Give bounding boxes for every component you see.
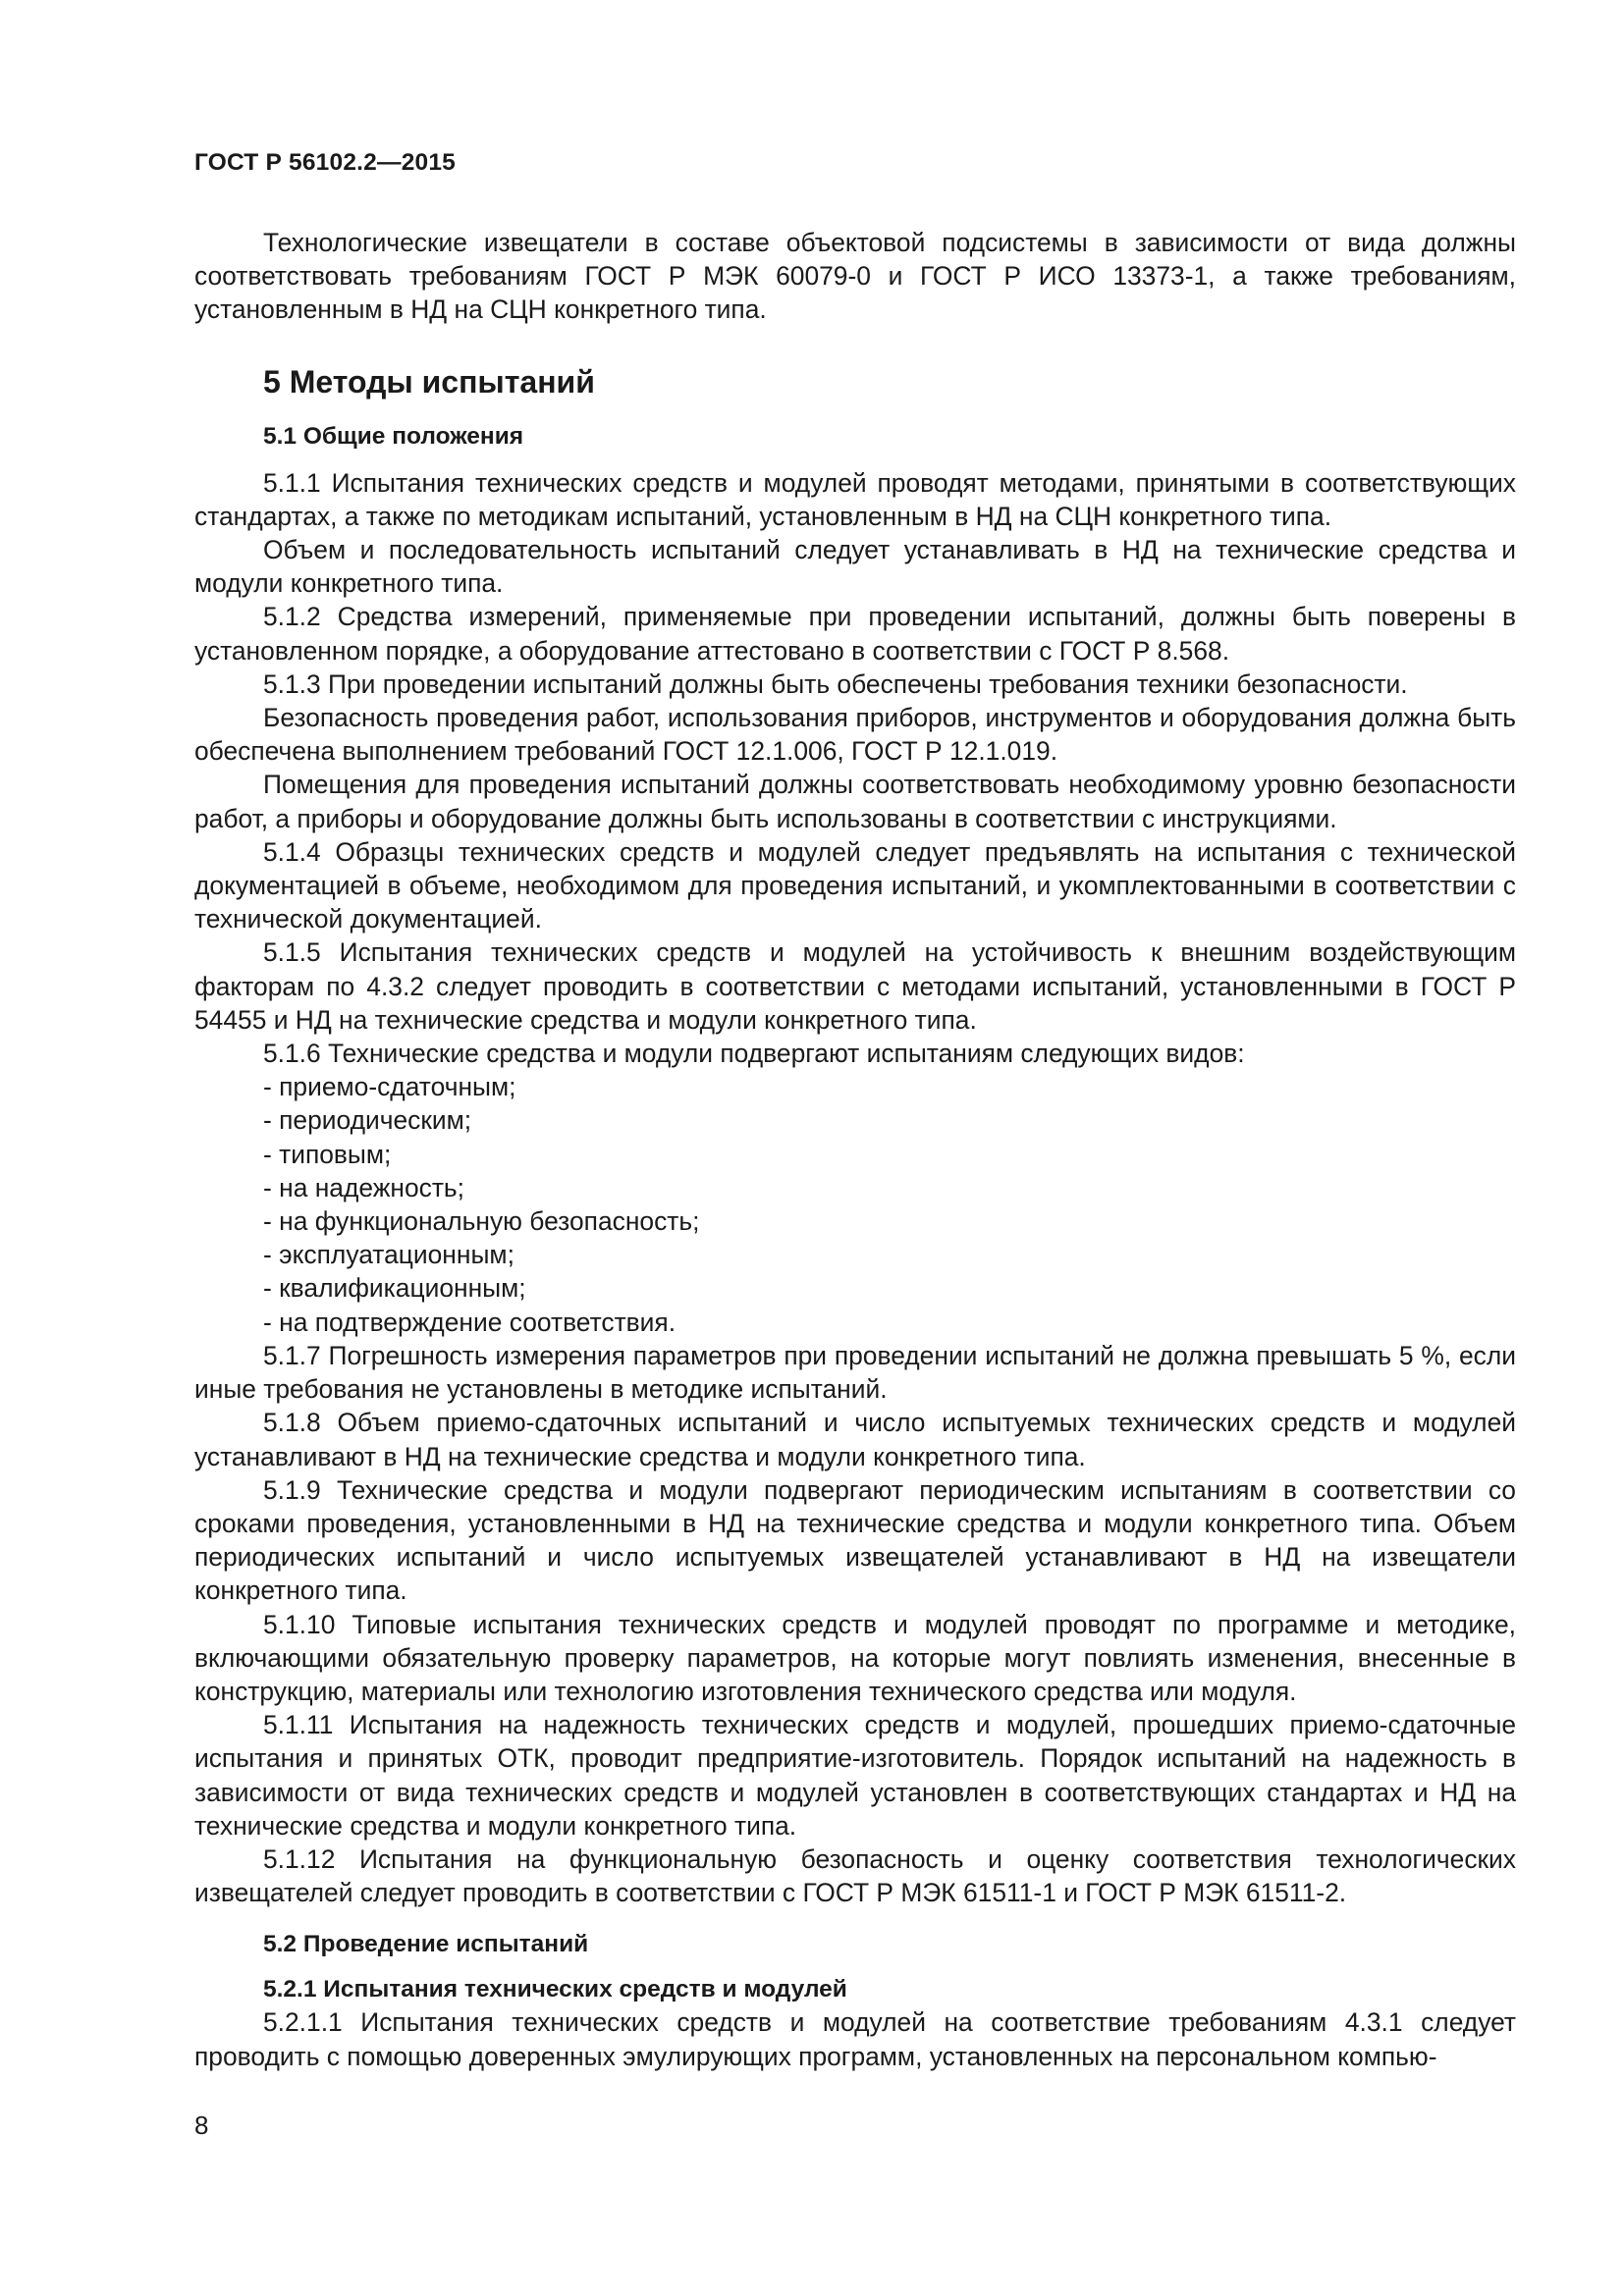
list-item: - на функциональную безопасность;	[263, 1206, 700, 1237]
test-types-list	[194, 1070, 1516, 1339]
list-item: - эксплуатационным;	[263, 1240, 514, 1270]
intro-paragraph: Технологические извещатели в составе объектовой подсистемы в зависимости от вида должны соответствовать требованиям ГОСТ Р МЭК 60079-0 и ГОСТ Р ИСО 13373-1, а также требованиям, установленным в НД на СЦН конкретного типа.	[194, 228, 1516, 325]
page-number: 8	[194, 2110, 209, 2140]
paragraph-5-1-12: 5.1.12 Испытания на функциональную безопасность и оценку соответствия технологических извещателей следует проводить в соответствии с ГОСТ Р МЭК 61511-1 и ГОСТ Р МЭК 61511-2.	[194, 1843, 1516, 1908]
paragraph-5-1-4: 5.1.4 Образцы технических средств и модулей следует предъявлять на испытания с технической документацией в объеме, необходимом для проведения испытаний, и укомплектованными в соответствии с технической документацией.	[194, 836, 1516, 934]
paragraph: Объем и последовательность испытаний следует устанавливать в НД на технические средства и модули конкретного типа.	[194, 535, 1516, 599]
list-item: - типовым;	[263, 1139, 392, 1169]
paragraph-5-1-9: 5.1.9 Технические средства и модули подвергают периодическим испытаниям в соответствии со сроками проведения, установленными в НД на технические средства и модули конкретного типа. Объем периодических испытаний и число испытуемых извещателей устанавливают в НД на извещатели конкретного типа.	[194, 1474, 1516, 1606]
list-item: - на надежность;	[263, 1172, 465, 1202]
paragraph-5-1-6: 5.1.6 Технические средства и модули подвергают испытаниям следующих видов:	[263, 1039, 1245, 1069]
paragraph-5-1-2: 5.1.2 Средства измерений, применяемые при проведении испытаний, должны быть поверены в установленном порядке, а оборудование аттестовано в соответствии с ГОСТ Р 8.568.	[194, 602, 1516, 666]
document-body	[194, 226, 1516, 2073]
section-5-2-1-heading: 5.2.1 Испытания технических средств и модулей	[263, 1976, 847, 2003]
list-item: - квалификационным;	[263, 1273, 526, 1304]
section-5-1-heading: 5.1 Общие положения	[263, 422, 524, 450]
list-item: - приемо-сдаточным;	[263, 1072, 516, 1102]
paragraph-5-1-1: 5.1.1 Испытания технических средств и модулей проводят методами, принятыми в соответствующих стандартах, а также по методикам испытаний, установленным в НД на СЦН конкретного типа.	[194, 467, 1516, 531]
paragraph-5-1-3: 5.1.3 При проведении испытаний должны быть обеспечены требования техники безопасности.	[263, 668, 1408, 699]
paragraph-5-1-7: 5.1.7 Погрешность измерения параметров при проведении испытаний не должна превышать 5 %, если иные требования не установлены в методике испытаний.	[194, 1340, 1516, 1405]
paragraph: Помещения для проведения испытаний должны соответствовать необходимому уровню безопасности работ, а приборы и оборудование должны быть использованы в соответствии с инструкциями.	[194, 770, 1516, 833]
paragraph-5-2-1-1: 5.2.1.1 Испытания технических средств и модулей на соответствие требованиям 4.3.1 следует проводить с помощью доверенных эмулирующих программ, установленных на персональном компью-	[194, 2007, 1516, 2071]
paragraph-5-1-10: 5.1.10 Типовые испытания технических средств и модулей проводят по программе и методике, включающими обязательную проверку параметров, на которые могут повлиять изменения, внесенные в конструкцию, материалы или технологию изготовления технического средства или модуля.	[194, 1609, 1516, 1706]
document-header: ГОСТ Р 56102.2—2015	[194, 149, 456, 176]
list-item: - периодическим;	[263, 1105, 472, 1136]
paragraph-5-1-11: 5.1.11 Испытания на надежность технических средств и модулей, прошедших приемо-сдаточные испытания и принятых ОТК, проводит предприятие-изготовитель. Порядок испытаний на надежность в зависимости от вида технических средств и модулей установлен в соответствующих стандартах и НД на технические средства и модули конкретного типа.	[194, 1710, 1516, 1841]
section-5-2-heading: 5.2 Проведение испытаний	[263, 1931, 589, 1958]
list-item: - на подтверждение соответствия.	[263, 1307, 677, 1337]
paragraph-5-1-8: 5.1.8 Объем приемо-сдаточных испытаний и число испытуемых технических средств и модулей устанавливают в НД на технические средства и модули конкретного типа.	[194, 1408, 1516, 1471]
paragraph: Безопасность проведения работ, использования приборов, инструментов и оборудования должна быть обеспечена выполнением требований ГОСТ 12.1.006, ГОСТ Р 12.1.019.	[194, 703, 1516, 767]
section-5-heading: 5 Методы испытаний	[263, 363, 595, 400]
paragraph-5-1-5: 5.1.5 Испытания технических средств и модулей на устойчивость к внешним воздействующим факторам по 4.3.2 следует проводить в соответствии с методами испытаний, установленными в ГОСТ Р 54455 и НД на технические средства и модули конкретного типа.	[194, 937, 1516, 1035]
